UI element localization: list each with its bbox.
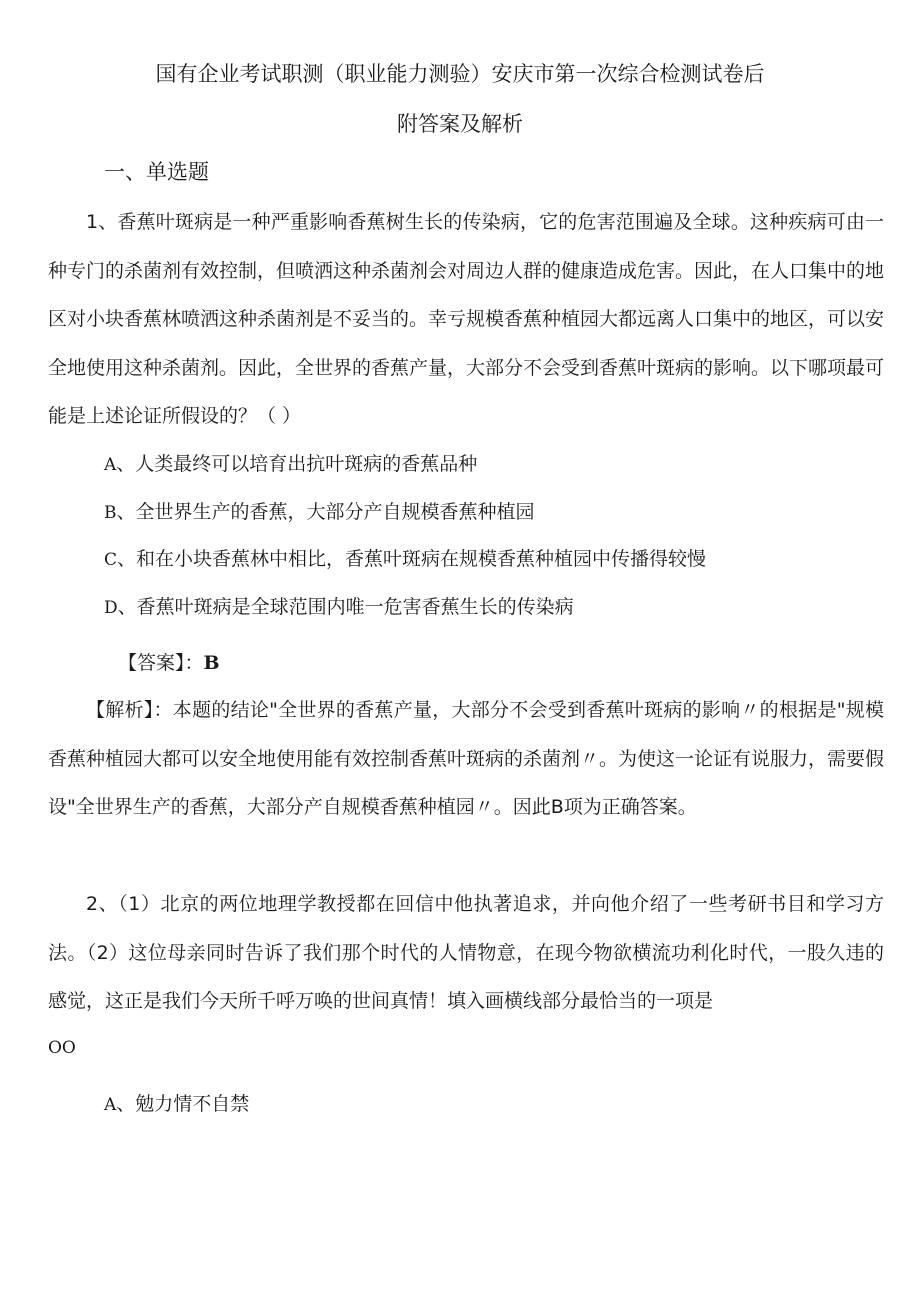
question-1-stem: 1、香蕉叶斑病是一种严重影响香蕉树生长的传染病，它的危害范围遍及全球。这种疾病可由一种专门的杀菌剂有效控制，但喷洒这种杀菌剂会对周边人群的健康造成危害。因此，在人口集中的地区对小块香蕉林喷洒这种杀菌剂是不妥当的。幸亏规模香蕉种植园大都远离人口集中的地区，可以安全地使用这种杀菌剂。因此，全世界的香蕉产量，大部分不会受到香蕉叶斑病的影响。以下哪项最可能是上述论证所假设的？（ ）: [48, 211, 885, 427]
option-text: 、全世界生产的香蕉，大部分产自规模香蕉种植园: [116, 501, 535, 523]
question-2-stem: 2、（1）北京的两位地理学教授都在回信中他执著追求，并向他介绍了一些考研书目和学习方法。（2）这位母亲同时告诉了我们那个时代的人情物意，在现今物欲横流功利化时代，一股久违的感觉，这正是我们今天所千呼万唤的世间真情！填入画横线部分最恰当的一项是: [48, 893, 884, 1012]
option-text: 、和在小块香蕉林中相比，香蕉叶斑病在规模香蕉种植园中传播得较慢: [117, 548, 707, 570]
section-heading: 一、单选题: [104, 160, 209, 184]
answer-value: B: [203, 652, 220, 674]
option-text: 、香蕉叶斑病是全球范围内唯一危害香蕉生长的传染病: [117, 596, 574, 618]
option-letter: D: [104, 598, 118, 618]
question-1-answer: [118, 649, 220, 677]
option-letter: B: [104, 503, 117, 523]
document-title-line1: 国有企业考试职测（职业能力测验）安庆市第一次综合检测试卷后: [155, 62, 765, 86]
question-2-option-a: [104, 1090, 249, 1119]
question-1-option-d: [104, 593, 574, 622]
option-letter: A: [104, 1095, 117, 1115]
question-1-option-c: [104, 545, 706, 574]
answer-label: 【答案】：: [118, 652, 204, 674]
question-1-option-a: [104, 450, 477, 479]
question-1-explanation: 【解析】：本题的结论"全世界的香蕉产量，大部分不会受到香蕉叶斑病的影响〃的根据是"规模香蕉种植园大都可以安全地使用能有效控制香蕉叶斑病的杀菌剂〃。为使这一论证有说服力，需要假设"全世界生产的香蕉，大部分产自规模香蕉种植园〃。因此B项为正确答案。: [48, 699, 885, 818]
question-1-option-b: [104, 498, 535, 527]
option-letter: C: [104, 550, 118, 570]
question-2-tail: OO: [48, 1038, 76, 1058]
option-text: 、人类最终可以培育出抗叶斑病的香蕉品种: [116, 453, 478, 475]
option-text: 、勉力情不自禁: [116, 1093, 250, 1115]
document-title-line2: 附答案及解析: [397, 112, 523, 136]
option-letter: A: [104, 455, 117, 475]
